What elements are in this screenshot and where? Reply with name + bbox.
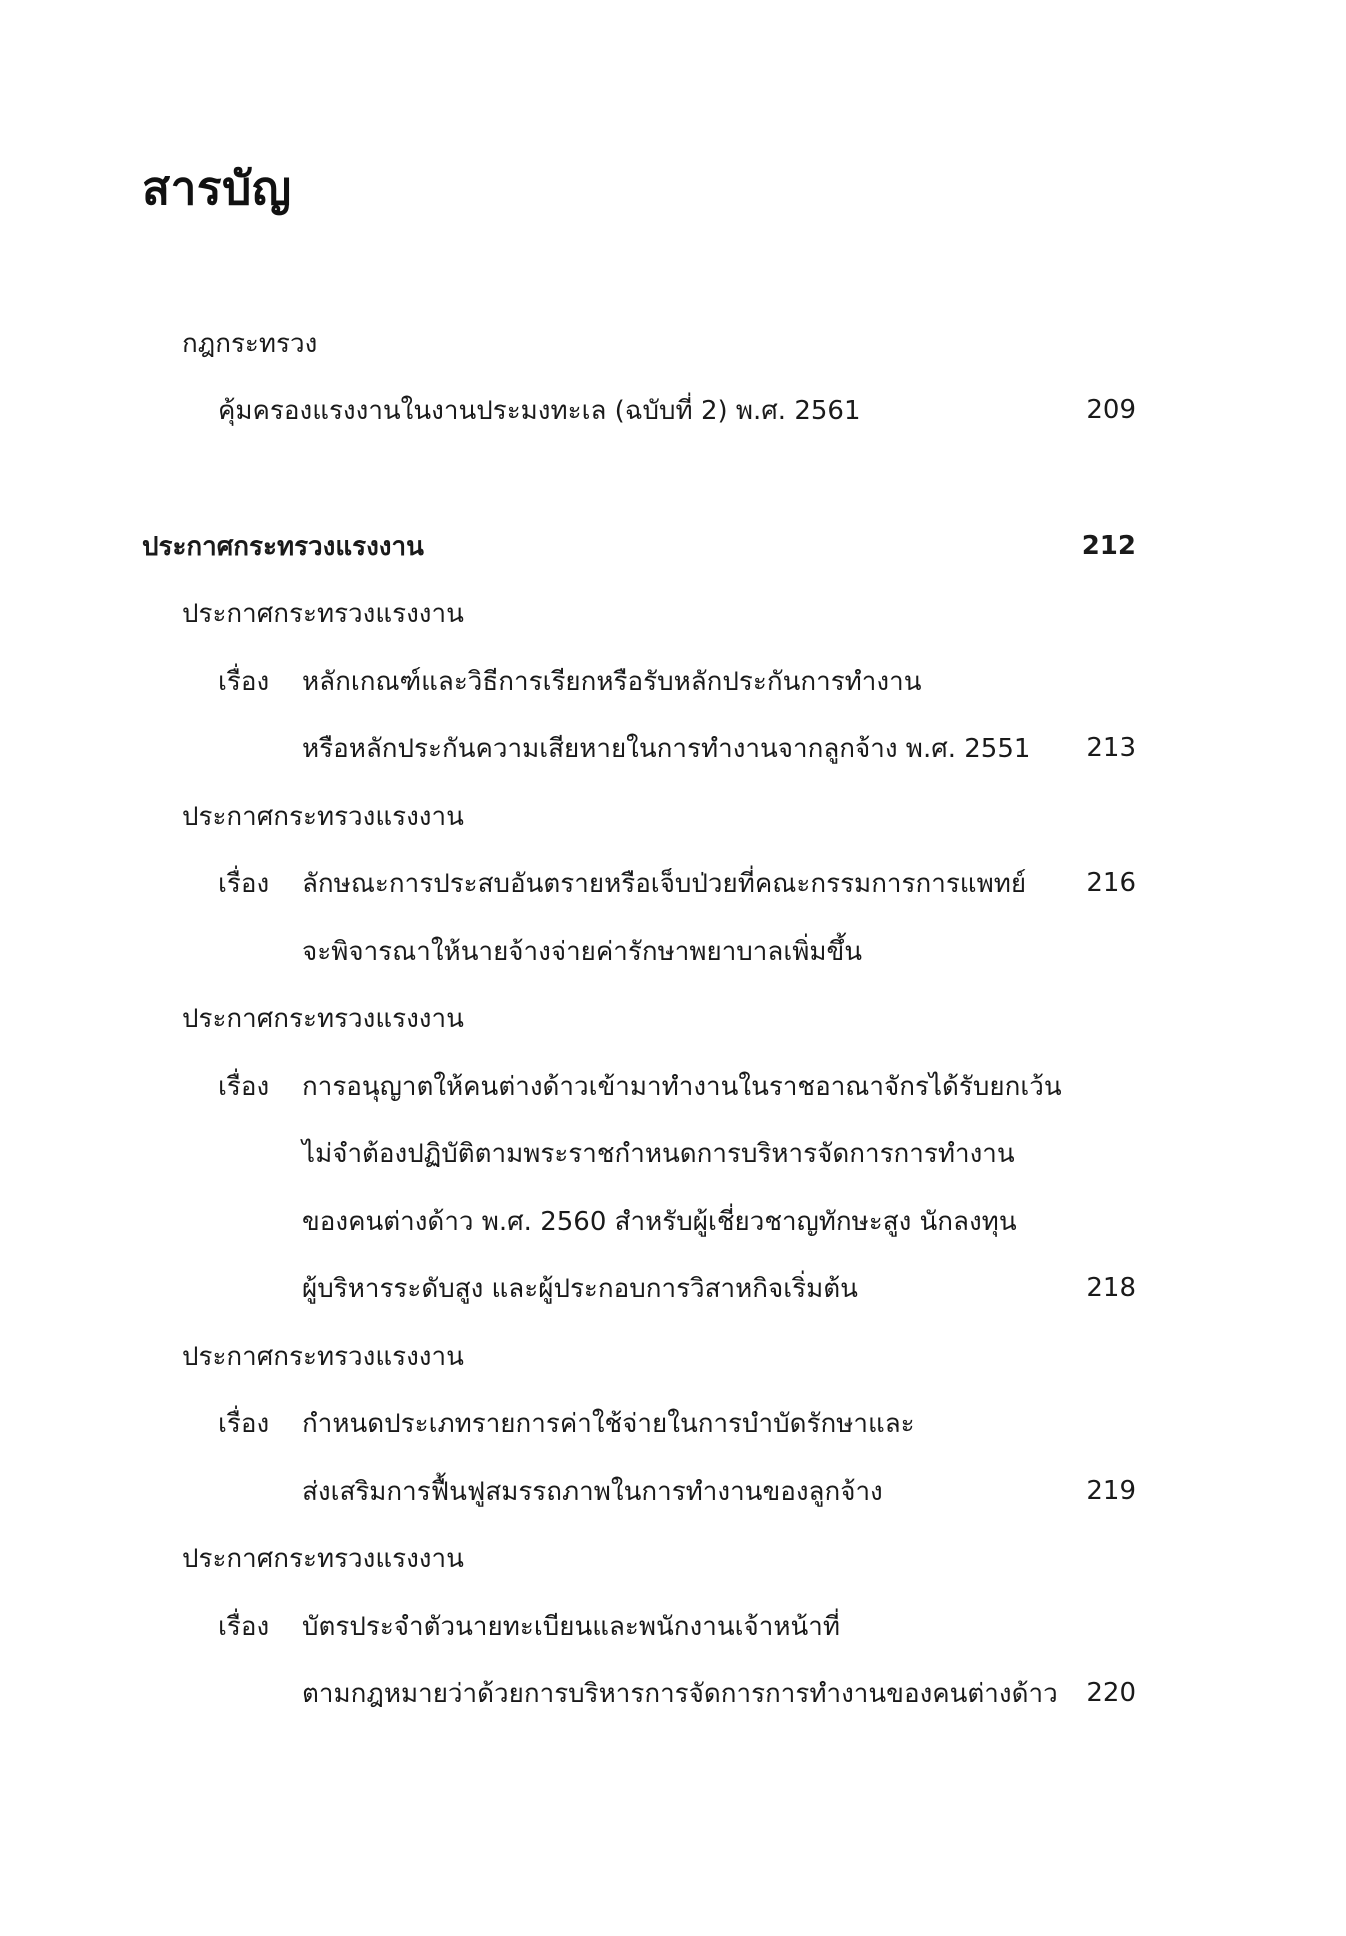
toc-page-number: 209 [1086,395,1136,425]
toc-entry-line: จะพิจารณาให้นายจ้างจ่ายค่ารักษาพยาบาลเพิ่มขึ้น [302,936,863,967]
toc-page-number: 216 [1086,868,1136,898]
toc-page-number: 220 [1086,1678,1136,1708]
toc-page-number: 213 [1086,733,1136,763]
toc-section-page-number: 212 [1081,531,1136,561]
toc-group-label: ประกาศกระทรวงแรงงาน [182,1341,464,1372]
toc-entry-prefix: เรื่อง [218,1408,270,1439]
toc-entry-prefix: เรื่อง [218,1071,270,1102]
toc-section-heading: ประกาศกระทรวงแรงงาน [142,531,424,562]
page-title: สารบัญ [142,161,292,215]
toc-entry-line: หลักเกณฑ์และวิธีการเรียกหรือรับหลักประกันการทำงาน [302,666,922,697]
toc-entry-line: ของคนต่างด้าว พ.ศ. 2560 สำหรับผู้เชี่ยวชาญทักษะสูง นักลงทุน [302,1206,1017,1237]
toc-group-label: ประกาศกระทรวงแรงงาน [182,598,464,629]
toc-entry-line: ผู้บริหารระดับสูง และผู้ประกอบการวิสาหกิจเริ่มต้น [302,1273,858,1304]
toc-entry-line: กำหนดประเภทรายการค่าใช้จ่ายในการบำบัดรักษาและ [302,1408,915,1439]
toc-entry-line: ตามกฎหมายว่าด้วยการบริหารการจัดการการทำงานของคนต่างด้าว [302,1678,1058,1709]
toc-entry-line: ลักษณะการประสบอันตรายหรือเจ็บป่วยที่คณะกรรมการการแพทย์ [302,868,1027,899]
toc-page-number: 219 [1086,1476,1136,1506]
toc-group-label: ประกาศกระทรวงแรงงาน [182,1003,464,1034]
toc-page-number: 218 [1086,1273,1136,1303]
toc-entry-line: การอนุญาตให้คนต่างด้าวเข้ามาทำงานในราชอาณาจักรได้รับยกเว้น [302,1071,1062,1102]
toc-entry-prefix: เรื่อง [218,1611,270,1642]
toc-entry-line: บัตรประจำตัวนายทะเบียนและพนักงานเจ้าหน้าที่ [302,1611,840,1642]
toc-entry-prefix: เรื่อง [218,868,270,899]
toc-group-label: ประกาศกระทรวงแรงงาน [182,801,464,832]
toc-group-label: กฎกระทรวง [182,328,318,359]
toc-entry-text: คุ้มครองแรงงานในงานประมงทะเล (ฉบับที่ 2) พ.ศ. 2561 [218,395,861,426]
toc-entry-line: หรือหลักประกันความเสียหายในการทำงานจากลูกจ้าง พ.ศ. 2551 [302,733,1031,764]
toc-entry-prefix: เรื่อง [218,666,270,697]
toc-entry-line: ไม่จำต้องปฏิบัติตามพระราชกำหนดการบริหารจัดการการทำงาน [302,1138,1015,1169]
toc-entry-line: ส่งเสริมการฟื้นฟูสมรรถภาพในการทำงานของลูกจ้าง [302,1476,883,1507]
toc-group-label: ประกาศกระทรวงแรงงาน [182,1543,464,1574]
